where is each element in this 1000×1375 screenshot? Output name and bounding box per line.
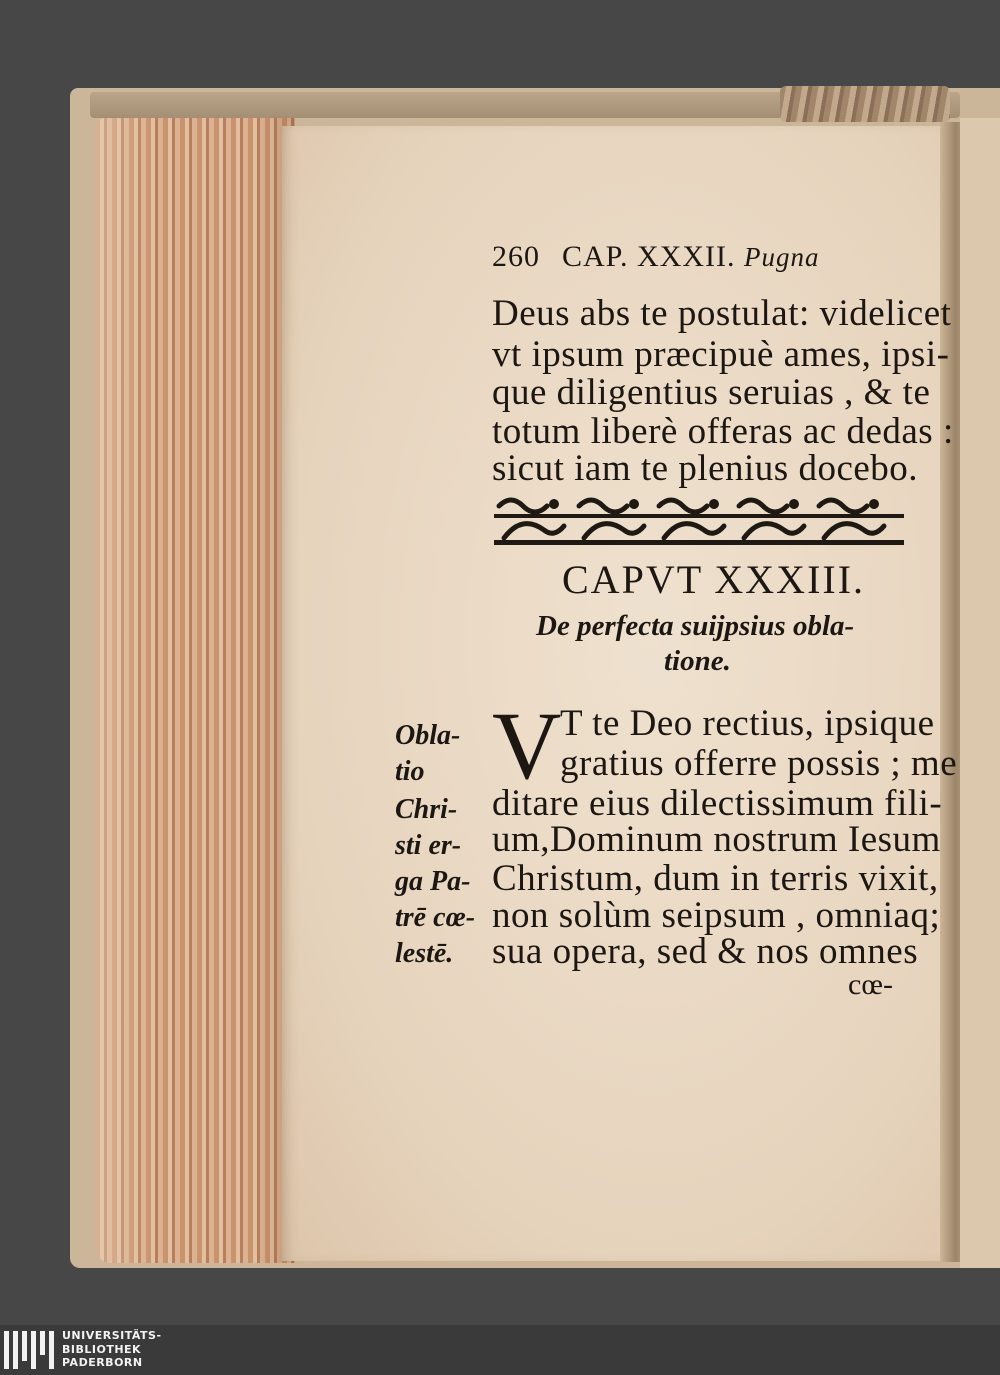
initial-letter: V <box>492 692 562 799</box>
margin-note-line: sti er- <box>395 830 462 861</box>
text-line: Christum, dum in terris vixit, <box>492 858 939 899</box>
running-head <box>492 240 820 274</box>
text-line: vt ipsum præcipuè ames, ipsi- <box>492 334 950 375</box>
text-line: um,Dominum nostrum Iesum <box>492 819 941 860</box>
text-line: sua opera, sed & nos omnes <box>492 931 919 972</box>
margin-note-line: Chri- <box>395 794 458 825</box>
footer-bar <box>0 1325 1000 1375</box>
margin-note-line: lestē. <box>395 938 454 969</box>
text-line: que diligentius seruias , & te <box>492 372 931 413</box>
text-line: non solùm seipsum , omniaq; <box>492 895 941 936</box>
page-number: 260 <box>492 240 540 273</box>
text-line: sicut iam te plenius docebo. <box>492 448 919 489</box>
logo-line: BIBLIOTHEK <box>62 1342 142 1356</box>
library-logo-icon <box>4 1331 56 1369</box>
logo-line: UNIVERSITÄTS- <box>62 1329 162 1342</box>
logo-line: PADERBORN <box>62 1356 143 1369</box>
margin-note-line: trē cœ- <box>395 902 476 933</box>
facing-page-edge <box>960 118 1000 1268</box>
text-line: gratius offerre possis ; me <box>560 743 958 784</box>
chapter-subtitle: De perfecta suijpsius obla- <box>536 610 855 642</box>
book-clasp <box>780 86 950 122</box>
library-logo-text <box>62 1329 162 1370</box>
running-head-label: Pugna <box>744 242 820 272</box>
chapter-subtitle: tione. <box>664 645 731 677</box>
text-line: ditare eius dilectissimum fili- <box>492 783 943 824</box>
margin-note-line: ga Pa- <box>395 866 471 897</box>
page-edges-shading <box>95 118 295 1263</box>
margin-note-line: Obla- <box>395 720 461 751</box>
decorative-ornament-band <box>494 492 904 548</box>
text-line: totum liberè offeras ac dedas : <box>492 411 954 452</box>
text-line: Deus abs te postulat: videlicet <box>492 293 952 334</box>
catchword: cœ- <box>848 968 893 1001</box>
chapter-ref: CAP. XXXII. <box>562 240 736 273</box>
margin-note-line: tio <box>395 756 425 787</box>
text-line: T te Deo rectius, ipsique <box>560 703 935 744</box>
chapter-title: CAPVT XXXIII. <box>562 557 866 602</box>
